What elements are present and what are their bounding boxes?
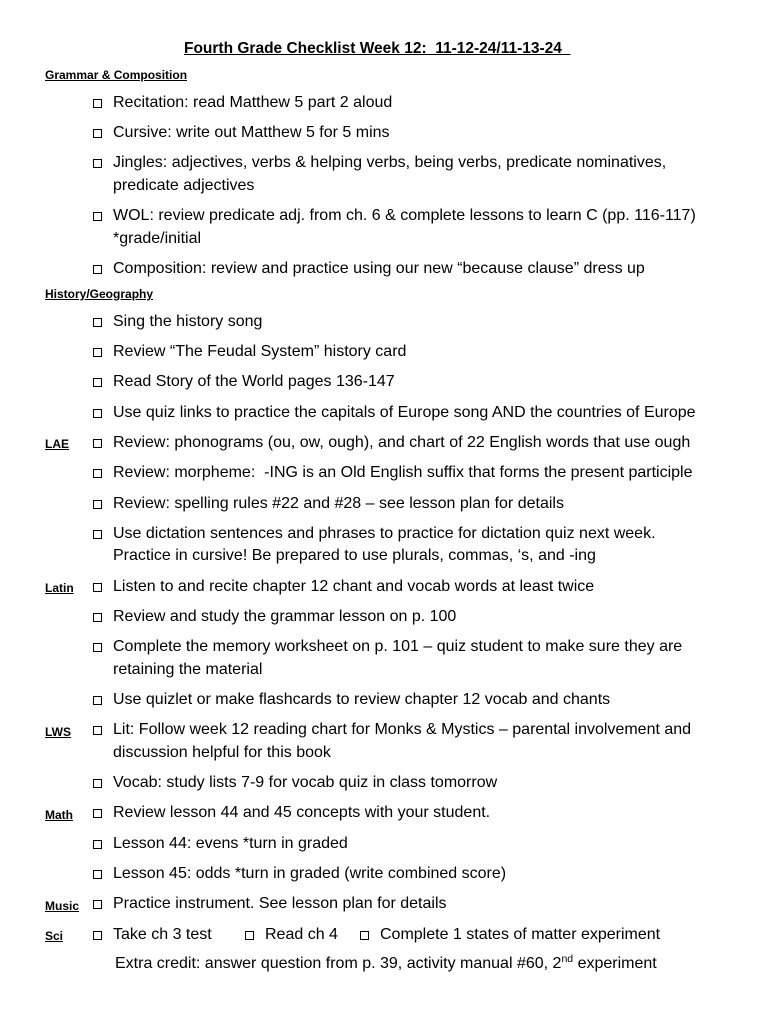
checkbox-icon (93, 840, 102, 849)
checklist-item-text: Practice instrument. See lesson plan for details (113, 895, 447, 913)
checklist-items (92, 719, 705, 794)
checkbox-cell (359, 924, 380, 947)
checklist-item-text: Review: spelling rules #22 and #28 – see lesson plan for details (113, 494, 564, 512)
checkbox-icon (93, 129, 102, 138)
checkbox-icon (93, 99, 102, 108)
checklist-items (92, 802, 705, 885)
extra-credit-text: Extra credit: answer question from p. 39, activity manual #60, 2 (115, 954, 562, 972)
checklist-item-text: Read Story of the World pages 136-147 (113, 373, 395, 391)
checklist-item-text: Review lesson 44 and 45 concepts with your student. (113, 804, 491, 822)
checkbox-icon (93, 643, 102, 652)
checkbox-icon (93, 931, 102, 940)
checkbox-icon (93, 779, 102, 788)
checkbox-cell (92, 402, 113, 425)
checklist-item (92, 636, 705, 681)
checkbox-cell (92, 341, 113, 364)
checklist-item (92, 371, 705, 394)
checklist-item-text: Use quiz links to practice the capitals of Europe song AND the countries of Europe (113, 403, 696, 421)
checklist-item (92, 122, 705, 145)
checklist-item-text: Review: morpheme: -ING is an Old English suffix that forms the present participle (113, 464, 693, 482)
checkbox-cell (92, 523, 113, 546)
checkbox-cell (92, 576, 113, 599)
checkbox-icon (93, 530, 102, 539)
checkbox-icon (93, 439, 102, 448)
checkbox-cell (92, 893, 113, 916)
checkbox-cell (92, 92, 113, 115)
checklist-item (92, 432, 705, 455)
checkbox-icon (360, 931, 369, 940)
checkbox-icon (93, 318, 102, 327)
checklist-item-text: Listen to and recite chapter 12 chant and vocab words at least twice (113, 577, 595, 595)
checklist-item (92, 152, 705, 197)
checkbox-icon (93, 900, 102, 909)
checklist-item (92, 341, 705, 364)
checklist-items (92, 576, 705, 712)
checklist-item (92, 462, 705, 485)
section-lws (45, 719, 725, 794)
checklist-items (92, 311, 705, 424)
page-title: Fourth Grade Checklist Week 12: 11-12-24/11-13-24 (184, 40, 571, 57)
checklist-item-text: Cursive: write out Matthew 5 for 5 mins (113, 124, 390, 142)
checklist-item-text: Lesson 45: odds *turn in graded (write combined score) (113, 864, 507, 882)
section-latin (45, 576, 725, 712)
checkbox-cell (92, 833, 113, 856)
checklist-item (92, 493, 705, 516)
subject-label-math: Math (45, 807, 73, 822)
checklist-item (244, 924, 359, 947)
checklist-item-text: Read ch 4 (265, 925, 338, 943)
checklist-item-text: Review and study the grammar lesson on p. 100 (113, 607, 457, 625)
checkbox-icon (93, 348, 102, 357)
checklist-item (92, 802, 705, 825)
checkbox-icon (93, 469, 102, 478)
checklist-item-text: WOL: review predicate adj. from ch. 6 & complete lessons to learn C (pp. 116-117) *grade/initial (113, 207, 701, 247)
checkbox-icon (93, 726, 102, 735)
section-music (45, 893, 725, 916)
section-header-grammar-composition: Grammar & Composition (45, 68, 188, 82)
checklist-item-text: Recitation: read Matthew 5 part 2 aloud (113, 93, 393, 111)
checkbox-cell (92, 258, 113, 281)
checklist-item-text: Use quizlet or make flashcards to review chapter 12 vocab and chants (113, 691, 611, 708)
subject-label-music: Music (45, 898, 80, 913)
checkbox-icon (245, 931, 254, 940)
checklist-item (92, 606, 705, 629)
checkbox-cell (92, 636, 113, 659)
checkbox-cell (92, 863, 113, 886)
checkbox-icon (93, 500, 102, 509)
checkbox-icon (93, 583, 102, 592)
checkbox-cell (92, 205, 113, 228)
extra-credit-text-end: experiment (573, 954, 657, 972)
checkbox-icon (93, 265, 102, 274)
checklist-item-text: Vocab: study lists 7-9 for vocab quiz in class tomorrow (113, 774, 498, 792)
checklist-item (92, 402, 705, 425)
checklist-item-text: Lit: Follow week 12 reading chart for Monks & Mystics – parental involvement and discussion helpful for this book (113, 721, 696, 761)
checkbox-cell (92, 802, 113, 825)
section-sci (45, 924, 725, 976)
checklist-item-text: Complete 1 states of matter experiment (380, 925, 661, 943)
ordinal-superscript: nd (561, 952, 574, 965)
checkbox-cell (92, 311, 113, 334)
checklist-item (359, 924, 660, 947)
checklist-item-text: Review “The Feudal System” history card (113, 343, 407, 361)
section-header-history-geography: History/Geography (45, 286, 154, 301)
checklist-item-text: Complete the memory worksheet on p. 101 – quiz student to make sure they are retaining the material (113, 638, 687, 678)
checkbox-cell (244, 924, 265, 947)
section-math (45, 802, 725, 885)
checkbox-icon (93, 212, 102, 221)
subject-label-latin: Latin (45, 581, 74, 596)
checklist-item (92, 576, 705, 599)
checklist-items (92, 432, 705, 568)
checkbox-icon (93, 613, 102, 622)
checkbox-icon (93, 409, 102, 418)
checklist-item (92, 689, 705, 712)
checklist-item (92, 523, 705, 568)
subject-label-sci: Sci (45, 929, 64, 944)
checklist-item-text: Sing the history song (113, 312, 263, 330)
checklist-item-row (92, 924, 660, 947)
label-spacer (45, 92, 92, 281)
checkbox-cell (92, 371, 113, 394)
section-lae (45, 432, 725, 568)
checkbox-cell (92, 432, 113, 455)
checklist-item (92, 92, 705, 115)
checkbox-cell (92, 924, 113, 947)
checklist-items (92, 92, 705, 281)
checklist-item (92, 205, 705, 250)
checkbox-cell (92, 772, 113, 795)
checklist-item-text: Use dictation sentences and phrases to practice for dictation quiz next week. Practice in cursive! Be prepared to use plurals, commas, ‘s, and -ing (113, 524, 660, 565)
checkbox-cell (92, 689, 113, 712)
extra-credit-note (92, 953, 660, 976)
checkbox-cell (92, 122, 113, 145)
checklist-item (92, 833, 705, 856)
checklist-item (92, 893, 705, 916)
section-history-geography (45, 311, 725, 424)
checkbox-cell (92, 462, 113, 485)
checklist-item-text: Review: phonograms (ou, ow, ough), and chart of 22 English words that use ough (113, 433, 691, 451)
subject-label-lae: LAE (45, 437, 69, 452)
checkbox-icon (93, 378, 102, 387)
checklist-item (92, 772, 705, 795)
checkbox-icon (93, 870, 102, 879)
checkbox-cell (92, 152, 113, 175)
checklist-item-text: Take ch 3 test (113, 925, 212, 943)
checkbox-icon (93, 696, 102, 705)
section-grammar-composition (45, 92, 725, 281)
checkbox-cell (92, 719, 113, 742)
checklist-item-text: Lesson 44: evens *turn in graded (113, 834, 348, 852)
checklist-item (92, 258, 705, 281)
checkbox-cell (92, 606, 113, 629)
checkbox-icon (93, 159, 102, 168)
checklist-items (92, 924, 660, 976)
checklist (45, 67, 725, 975)
checklist-item (92, 924, 244, 947)
checklist-item (92, 719, 705, 764)
checklist-item-text: Composition: review and practice using our new “because clause” dress up (113, 259, 645, 277)
label-spacer (45, 311, 92, 424)
checkbox-icon (93, 809, 102, 818)
checklist-item (92, 863, 705, 886)
checklist-items (92, 893, 705, 916)
checklist-item-text: Jingles: adjectives, verbs & helping verbs, being verbs, predicate nominatives, predicate adjectives (113, 154, 671, 194)
checklist-item (92, 311, 705, 334)
subject-label-lws: LWS (45, 724, 71, 739)
checkbox-cell (92, 493, 113, 516)
